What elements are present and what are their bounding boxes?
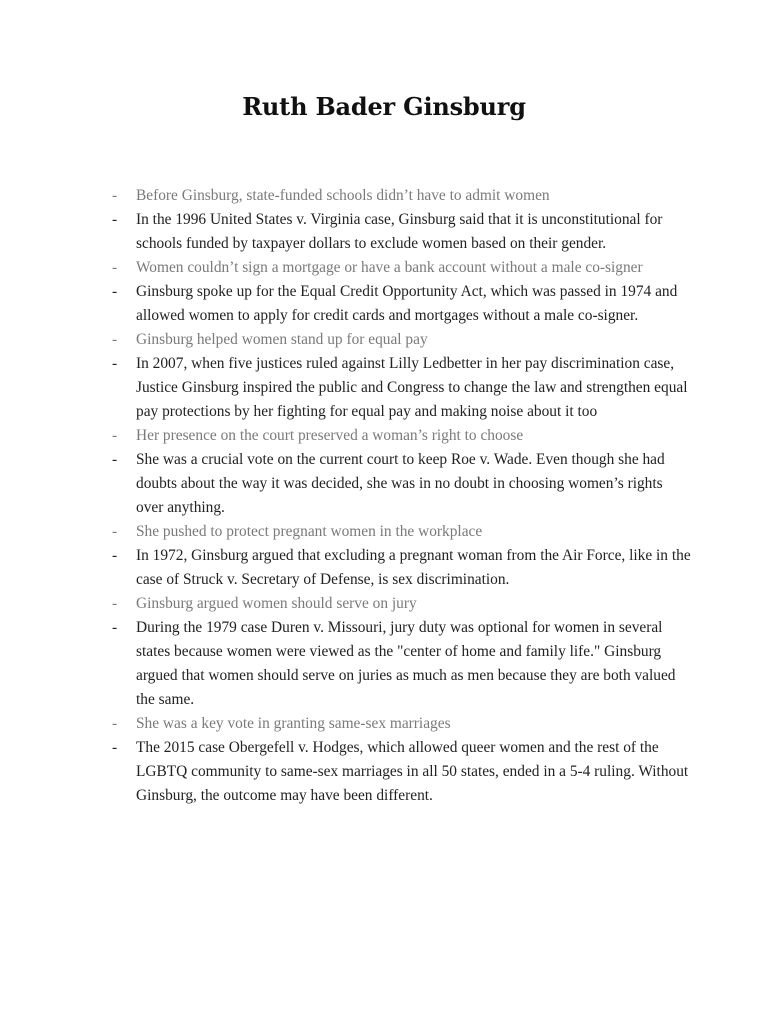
item-text: Ginsburg helped women stand up for equal pay	[136, 331, 428, 348]
bullet-dash: -	[112, 547, 118, 564]
item-text: She was a key vote in granting same-sex marriages	[136, 715, 451, 732]
bullet-dash: -	[112, 595, 118, 612]
item-text: Her presence on the court preserved a woman’s right to choose	[136, 427, 524, 444]
bullet-dash: -	[112, 283, 118, 300]
bullet-dash: -	[112, 451, 118, 468]
item-text: Ginsburg argued women should serve on jury	[136, 595, 417, 612]
bullet-dash: -	[112, 523, 118, 540]
bullet-dash: -	[112, 739, 118, 756]
list-item	[112, 521, 692, 543]
list-item	[112, 208, 692, 256]
bullet-dash: -	[112, 427, 118, 444]
page-title: Ruth Bader Ginsburg	[242, 92, 526, 121]
bullet-dash: -	[112, 355, 118, 372]
item-text: Ginsburg spoke up for the Equal Credit Opportunity Act, which was passed in 1974 and allowed women to apply for credit cards and mortgages without a male co-signer.	[136, 283, 678, 324]
bullet-dash: -	[112, 331, 118, 348]
item-text: She pushed to protect pregnant women in the workplace	[136, 523, 483, 540]
list-item	[112, 713, 692, 735]
item-text: She was a crucial vote on the current court to keep Roe v. Wade. Even though she had doubts about the way it was decided, she was in no doubt in choosing women’s rights over anything.	[136, 451, 665, 516]
bullet-dash: -	[112, 211, 118, 228]
bullet-list	[112, 184, 692, 808]
bullet-dash: -	[112, 187, 118, 204]
list-item	[112, 280, 692, 328]
list-item	[112, 736, 692, 808]
list-item	[112, 329, 692, 351]
bullet-dash: -	[112, 715, 118, 732]
list-item	[112, 593, 692, 615]
list-item	[112, 616, 692, 712]
list-item	[112, 544, 692, 592]
list-item	[112, 352, 692, 424]
list-item	[112, 448, 692, 520]
item-text: The 2015 case Obergefell v. Hodges, which allowed queer women and the rest of the LGBTQ community to same-sex marriages in all 50 states, ended in a 5-4 ruling. Without Ginsburg, the outcome may have been different.	[136, 739, 689, 804]
list-item	[112, 185, 692, 207]
item-text: Women couldn’t sign a mortgage or have a bank account without a male co-signer	[136, 259, 643, 276]
bullet-dash: -	[112, 259, 118, 276]
list-item	[112, 425, 692, 447]
item-text: In 2007, when five justices ruled against Lilly Ledbetter in her pay discrimination case, Justice Ginsburg inspired the public and Congress to change the law and strengthen equal pay protections by her fighting for equal pay and making noise about it too	[136, 355, 688, 420]
item-text: During the 1979 case Duren v. Missouri, jury duty was optional for women in several states because women were viewed as the "center of home and family life." Ginsburg argued that women should serve on juries as much as men because they are both valued the same.	[136, 619, 676, 708]
bullet-dash: -	[112, 619, 118, 636]
item-text: In the 1996 United States v. Virginia case, Ginsburg said that it is unconstitutional for schools funded by taxpayer dollars to exclude women based on their gender.	[136, 211, 663, 252]
item-text: Before Ginsburg, state-funded schools didn’t have to admit women	[136, 187, 550, 204]
item-text: In 1972, Ginsburg argued that excluding a pregnant woman from the Air Force, like in the case of Struck v. Secretary of Defense, is sex discrimination.	[136, 547, 691, 588]
list-item	[112, 257, 692, 279]
